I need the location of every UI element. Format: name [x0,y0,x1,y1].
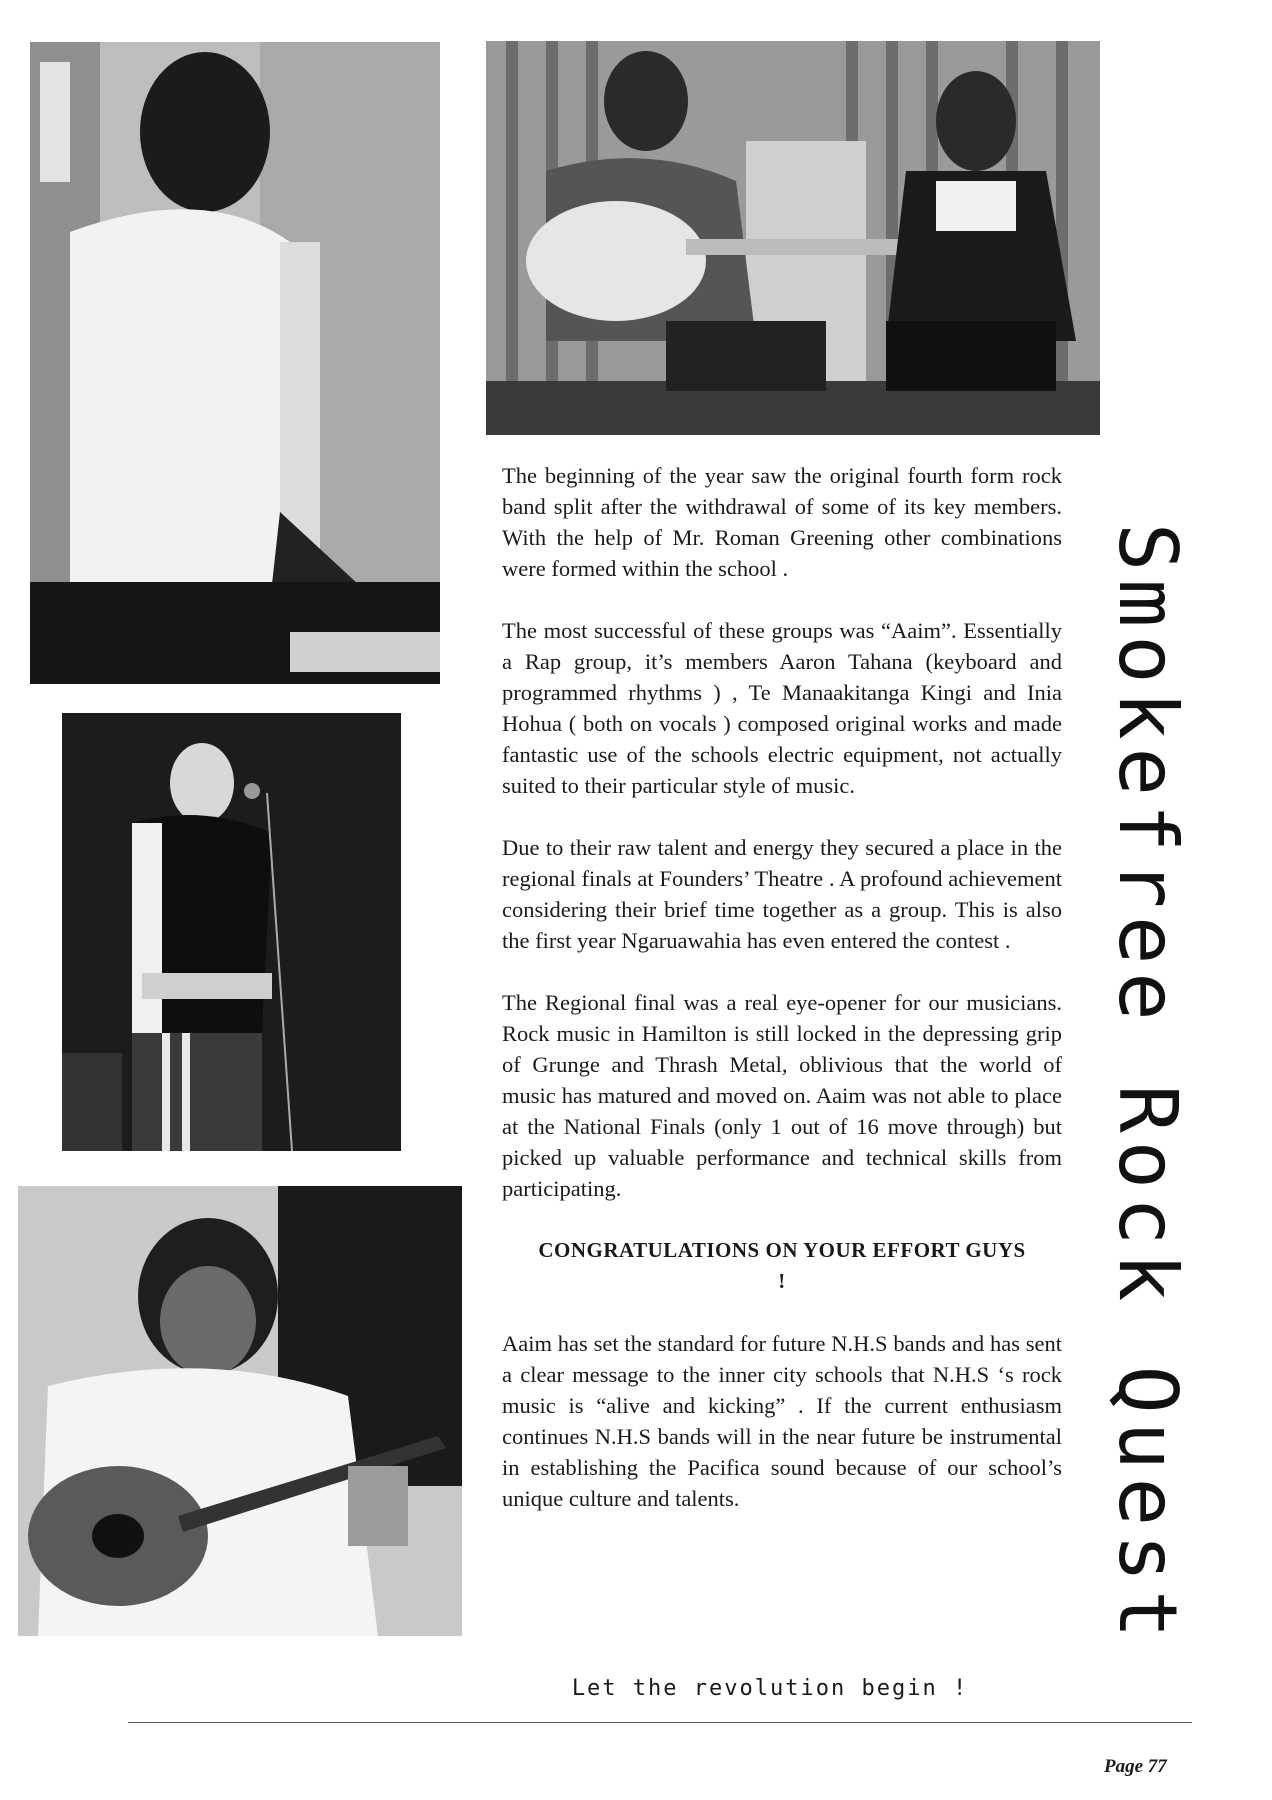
footer-divider [128,1722,1192,1723]
paragraph: The Regional final was a real eye-opener for our musicians. Rock music in Hamilton is still locked in the depressing grip of Grunge and Thrash Metal, oblivious that the world of music has matured and moved on. Aaim was not able to place at the National Finals (only 1 out of 16 move through) but picked up valuable performance and technical skills from participating. [502,990,1062,1201]
congratulations-heading: CONGRATULATIONS ON YOUR EFFORT GUYS ! [538,1238,1026,1293]
article-body [502,460,1062,1518]
photo-keyboard-player [30,42,440,684]
paragraph: The beginning of the year saw the original fourth form rock band split after the withdrawal of some of its key members. With the help of Mr. Roman Greening other combinations were formed within the school . [502,463,1062,581]
photo-singer [62,713,401,1151]
photo-guitarist [18,1186,462,1636]
tagline: Let the revolution begin ! [571,1676,969,1701]
paragraph: Due to their raw talent and energy they secured a place in the regional finals at Founders’ Theatre . A profound achievement considering their brief time together as a group. This is also the first year Ngaruawahia has even entered the contest . [502,835,1062,953]
paragraph: The most successful of these groups was “Aaim”. Essentially a Rap group, it’s members Aaron Tahana (keyboard and programmed rhythms ) , Te Manaakitanga Kingi and Inia Hohua ( both on vocals ) composed original works and made fantastic use of the schools electric equipment, not actually suited to their particular style of music. [502,618,1062,798]
page-title: Smokefree Rock Quest [1101,523,1194,1647]
page-number: Page 77 [1104,1756,1167,1777]
photo-guitar-duo [486,41,1100,435]
closing-paragraph: Aaim has set the standard for future N.H.S bands and has sent a clear message to the inner city schools that N.H.S ‘s rock music is “alive and kicking” . If the current enthusiasm continues N.H.S bands will in the near future be instrumental in establishing the Pacifica sound because of our school’s unique culture and talents. [502,1331,1062,1511]
